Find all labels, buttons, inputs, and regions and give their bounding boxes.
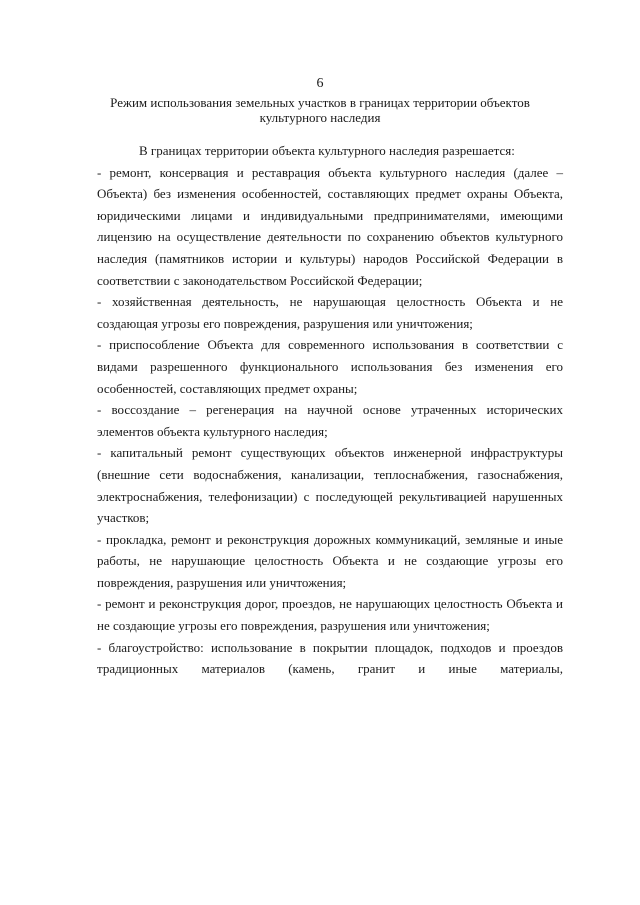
intro-paragraph: В границах территории объекта культурного наследия разрешается:	[139, 143, 515, 158]
list-item: - прокладка, ремонт и реконструкция дорожных коммуникаций, земляные и иные работы, не нарушающие целостность Объекта и не создающие угрозы его повреждения, разрушения или уничтожения;	[97, 531, 563, 590]
list-item: - приспособление Объекта для современного использования в соответствии с видами разрешенного функционального использования без изменения его особенностей, составляющих предмет охраны;	[97, 337, 563, 396]
list-item: - ремонт и реконструкция дорог, проездов, не нарушающих целостность Объекта и не создающие угрозы его повреждения, разрушения или уничтожения;	[97, 596, 563, 634]
list-item: - ремонт, консервация и реставрация объекта культурного наследия (далее – Объекта) без изменения особенностей, составляющих предмет охраны Объекта, юридическими лицами и индивидуальными предпринимателями, имеющими лицензию на осуществление деятельности по сохранению объектов культурного наследия (памятников истории и культуры) народов Российской Федерации в соответствии с законодательством Российской Федерации;	[97, 164, 563, 288]
document-body	[97, 140, 563, 680]
list-item: - благоустройство: использование в покрытии площадок, подходов и проездов традиционных материалов (камень, гранит и иные материалы,	[97, 639, 563, 677]
list-item: - капитальный ремонт существующих объектов инженерной инфраструктуры (внешние сети водоснабжения, канализации, теплоснабжения, газоснабжения, электроснабжения, телефонизации) с последующей рекультивацией нарушенных участков;	[97, 445, 563, 526]
list-item: - воссоздание – регенерация на научной основе утраченных исторических элементов объекта культурного наследия;	[97, 402, 563, 439]
page-number: 6	[316, 76, 324, 91]
list-item: - хозяйственная деятельность, не нарушающая целостность Объекта и не создающая угрозы его повреждения, разрушения или уничтожения;	[97, 294, 563, 331]
section-heading: Режим использования земельных участков в границах территории объектов культурного наследия	[110, 95, 530, 125]
